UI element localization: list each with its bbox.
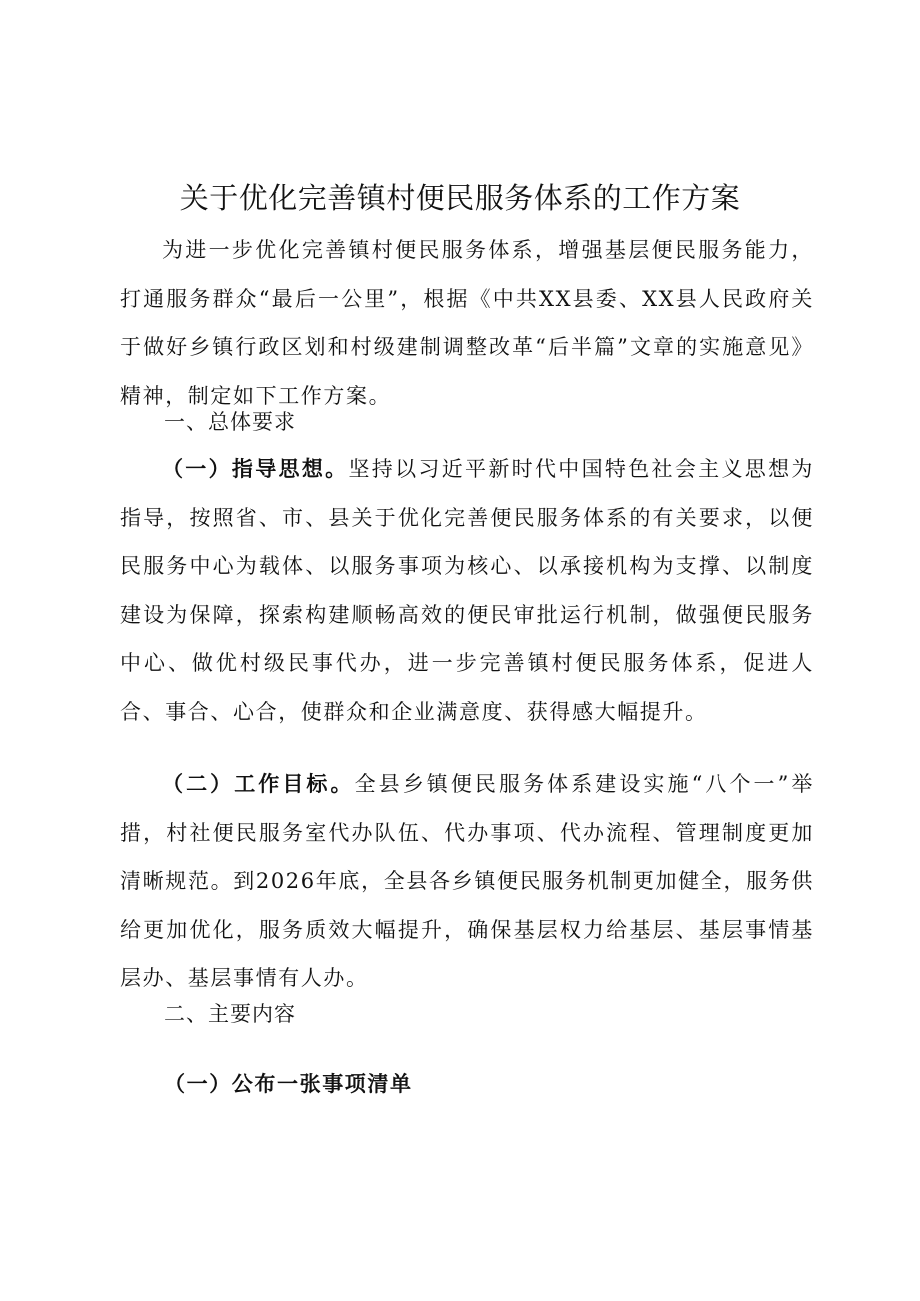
guiding-ideology-paragraph xyxy=(120,445,814,736)
work-goal-paragraph xyxy=(120,760,814,1003)
guiding-ideology-text: 坚持以习近平新时代中国特色社会主义思想为指导，按照省、市、县关于优化完善便民服务体系的有关要求，以便民服务中心为载体、以服务事项为核心、以承接机构为支撑、以制度建设为保障，探索构建顺畅高效的便民审批运行机制，做强便民服务中心、做优村级民事代办，进一步完善镇村便民服务体系，促进人合、事合、心合，使群众和企业满意度、获得感大幅提升。 xyxy=(120,457,814,724)
work-goal-label: （二）工作目标。 xyxy=(162,771,355,796)
document-title: 关于优化完善镇村便民服务体系的工作方案 xyxy=(179,181,741,215)
subsection-heading-item-list: （一）公布一张事项清单 xyxy=(164,1071,413,1096)
section-heading-main-content: 二、主要内容 xyxy=(164,1002,296,1026)
section-heading-general-requirements: 一、总体要求 xyxy=(164,410,296,434)
work-goal-text: 全县乡镇便民服务体系建设实施“八个一”举措，村社便民服务室代办队伍、代办事项、代办流程、管理制度更加清晰规范。到2026年底，全县各乡镇便民服务机制更加健全，服务供给更加优化，服务质效大幅提升，确保基层权力给基层、基层事情基层办、基层事情有人办。 xyxy=(120,772,814,990)
intro-paragraph: 为进一步优化完善镇村便民服务体系，增强基层便民服务能力，打通服务群众“最后一公里”，根据《中共XX县委、XX县人民政府关于做好乡镇行政区划和村级建制调整改革“后半篇”文章的实施意见》精神，制定如下工作方案。 xyxy=(120,238,814,408)
guiding-ideology-label: （一）指导思想。 xyxy=(162,456,349,481)
